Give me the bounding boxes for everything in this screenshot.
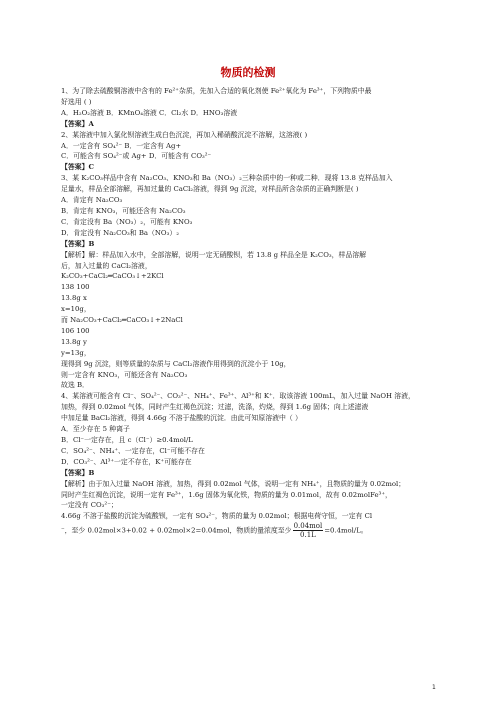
text-line: 106 100 bbox=[61, 326, 90, 335]
fraction-line-before: ⁻，至少 0.02mol×3+0.02 + 0.02mol×2=0.04mol，物质的量浓度至少 bbox=[61, 526, 292, 535]
text-line: C．SO₄²⁻、NH₄⁺、一定存在，Cl⁻可能不存在 bbox=[61, 446, 205, 455]
fraction bbox=[293, 522, 324, 539]
text-line: D．肯定没有 Na₂CO₃和 Ba（NO₃）₂ bbox=[61, 228, 179, 237]
text-line: A．H₂O₂溶液 B．KMnO₄溶液 C．Cl₂水 D．HNO₃溶液 bbox=[61, 108, 238, 117]
page-number: 1 bbox=[432, 684, 436, 691]
text-line: C．可能含有 SO₄²⁻或 Ag+ D．可能含有 CO₃²⁻ bbox=[61, 152, 212, 161]
text-line: 4、某溶液可能含有 Cl⁻、SO₄²⁻、CO₃²⁻、NH₄⁺、Fe³⁺、Al³⁺和 K⁺．取该溶液 100mL，加入过量 NaOH 溶液， bbox=[61, 392, 415, 401]
fraction-denominator: 0.1L bbox=[300, 531, 316, 540]
text-line: 加热，得到 0.02mol 气体，同时产生红褐色沉淀；过滤，洗涤，灼烧，得到 1.6g 固体；向上述滤液 bbox=[61, 403, 369, 412]
text-line: 同时产生红褐色沉淀，说明一定有 Fe³⁺，1.6g 固体为氧化铁，物质的量为 0.01mol，故有 0.02molFe³⁺， bbox=[61, 490, 392, 499]
text-line: 足量水，样品全部溶解，再加过量的 CaCl₂溶液，得到 9g 沉淀，对样品所含杂质的正确判断是( ) bbox=[61, 185, 359, 194]
text-line: A．肯定有 Na₂CO₃ bbox=[61, 196, 123, 205]
text-line: 好选用 ( ) bbox=[61, 97, 92, 106]
text-line: A．至少存在 5 种离子 bbox=[61, 425, 130, 434]
text-line: 现得到 9g 沉淀，则等质量的杂质与 CaCl₂溶液作用得到的沉淀小于 10g， bbox=[61, 359, 291, 368]
text-line: C．肯定没有 Ba（NO₃）₂，可能有 KNO₃ bbox=[61, 217, 193, 226]
text-line: A．一定含有 SO₄²⁻ B．一定含有 Ag+ bbox=[61, 141, 182, 150]
fraction-line-after: =0.4mol/L。 bbox=[324, 526, 368, 535]
text-line: 则一定含有 KNO₃，可能还含有 Na₂CO₃ bbox=[61, 370, 188, 379]
text-line: 138 100 bbox=[61, 283, 90, 292]
text-line: 3、某 K₂CO₃样品中含有 Na₂CO₃、KNO₃和 Ba（NO₃）₂三种杂质中的一种或二种．现将 13.8 克样品加入 bbox=[61, 174, 393, 183]
fraction-line bbox=[61, 522, 443, 539]
text-line: B．Cl⁻一定存在，且 c（Cl⁻）≥0.4mol/L bbox=[61, 436, 193, 444]
document-body bbox=[61, 86, 443, 539]
text-line: y=13g， bbox=[61, 348, 91, 357]
text-line: 而 Na₂CO₃+CaCl₂═CaCO₃↓+2NaCl bbox=[61, 316, 183, 325]
text-line: 13.8g x bbox=[61, 294, 87, 303]
text-line: 故选 B． bbox=[61, 381, 89, 390]
text-line: 【解析】解：样品加入水中，全部溶解，说明一定无硝酸钡，若 13.8 g 样品全是 K₂CO₃，样品溶解 bbox=[61, 250, 367, 259]
answer-line: 【答案】B bbox=[61, 468, 95, 477]
text-line: K₂CO₃+CaCl₂═CaCO₃↓+2KCl bbox=[61, 272, 164, 281]
fraction-numerator: 0.04mol bbox=[293, 522, 323, 531]
text-line: 中加足量 BaCl₂溶液，得到 4.66g 不溶于盐酸的沉淀．由此可知原溶液中（ ） bbox=[61, 414, 302, 423]
text-line: 13.8g y bbox=[61, 337, 87, 346]
answer-line: 【答案】A bbox=[61, 119, 94, 128]
text-line: B．肯定有 KNO₃，可能还含有 Na₂CO₃ bbox=[61, 206, 186, 215]
text-line: x=10g， bbox=[61, 305, 91, 314]
text-line: 1、为了除去硫酸铜溶液中含有的 Fe²⁺杂质，先加入合适的氧化剂使 Fe²⁺氧化为 Fe³⁺，下列物质中最 bbox=[61, 87, 372, 95]
text-line: 2、某溶液中加入氯化钡溶液生成白色沉淀，再加入稀硝酸沉淀不溶解，这溶液( ) bbox=[61, 130, 308, 139]
text-line: 【解析】由于加入过量 NaOH 溶液，加热，得到 0.02mol 气体，说明一定有 NH₄⁺，且物质的量为 0.02mol； bbox=[61, 479, 406, 488]
text-line: 后，加入过量的 CaCl₂溶液， bbox=[61, 261, 152, 270]
text-line: 4.66g 不溶于盐酸的沉淀为硫酸钡，一定有 SO₄²⁻，物质的量为 0.02mol；根据电荷守恒，一定有 Cl bbox=[61, 512, 373, 521]
answer-line: 【答案】B bbox=[61, 239, 95, 248]
page-title: 物质的检测 bbox=[220, 66, 276, 79]
text-line: 一定没有 CO₃²⁻； bbox=[61, 501, 118, 510]
answer-line: 【答案】C bbox=[61, 163, 95, 172]
text-line: D．CO₃²⁻、Al³⁺一定不存在，K⁺可能存在 bbox=[61, 457, 192, 466]
